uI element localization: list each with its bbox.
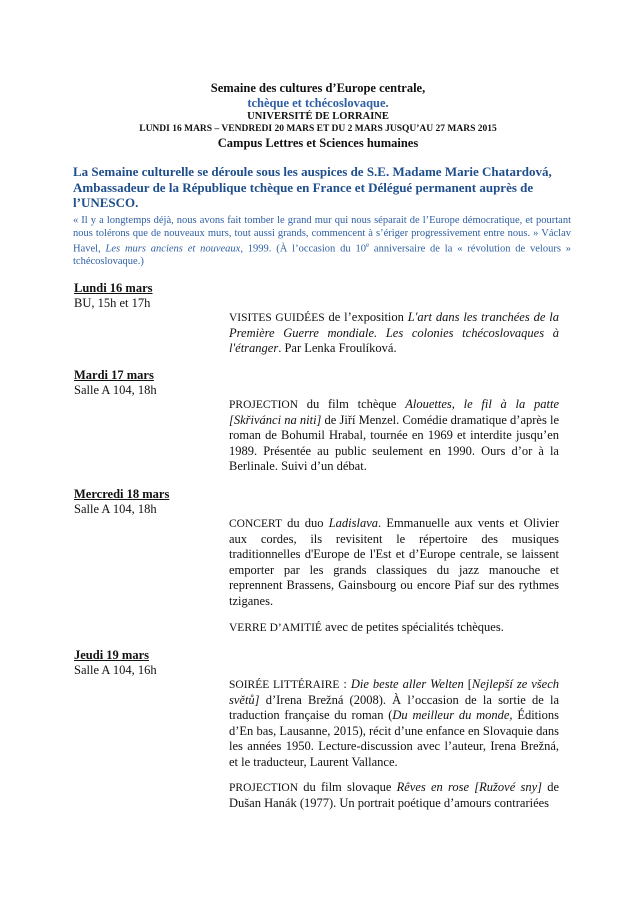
day-block-mardi: [74, 368, 157, 398]
quote-text: « Il y a longtemps déjà, nous avons fait tomber le grand mur qui nous séparait de l’Europe démocratique, et pourtant nous tolérons que de nouveaux murs, tout aussi grands, commencent à s’ériger progressivement entre nous. »: [73, 215, 571, 239]
day-name: Mardi 17 mars: [74, 368, 154, 382]
event-type: PROJECTION: [229, 399, 299, 411]
event-concert: [229, 516, 559, 609]
event-soiree: [229, 677, 559, 770]
event-title-italic: Ladislava: [328, 516, 379, 530]
day-place: Salle A 104, 16h: [74, 663, 157, 677]
event-text: [: [463, 677, 472, 691]
day-block-lundi: [74, 281, 153, 311]
event-text: d’Irena Brežná (2008). À l’occasion de la sortie de la traduction française du roman (: [229, 692, 559, 722]
event-text: du duo: [281, 516, 329, 530]
event-type: PROJECTION: [229, 782, 299, 794]
quote-work: Les murs anciens et nouveaux: [105, 243, 241, 255]
event-subtitle: tchèque et tchécoslovaque.: [247, 96, 389, 110]
event-title-italic: L'art dans les tranchées de la Première Guerre mondiale. Les colonies tchécoslovaques à l'étranger: [229, 310, 559, 355]
day-block-mercredi: [74, 487, 169, 517]
day-name: Jeudi 19 mars: [74, 648, 149, 662]
event-title-italic: Nejlepší ze všech světů]: [229, 677, 559, 707]
event-text: de l’exposition: [324, 310, 408, 324]
event-text: Éditions d’En bas, Lausanne, 2015), récit d’une enfance en Slovaquie dans les années 1950. Lecture-discussion avec l’auteur, Irena Brežná, et le traducteur, Laurent Vallance.: [229, 708, 559, 769]
patronage-statement: La Semaine culturelle se déroule sous les auspices de S.E. Madame Marie Chatardová, Ambassadeur de la République tchèque en France et Délégué permanent auprès de l’UNESCO.: [73, 164, 552, 211]
day-place: Salle A 104, 18h: [74, 383, 157, 397]
event-type: VISITES GUIDÉES: [229, 312, 325, 324]
event-text: avec de petites spécialités tchèques.: [321, 620, 504, 634]
event-text: du film tchèque: [298, 397, 406, 411]
event-title-italic: Rêves en rose [Ružové sny]: [396, 780, 542, 794]
event-projection: [229, 397, 559, 475]
event-text: de Dušan Hanák (1977). Un portrait poétique d’amours contrariées: [229, 780, 559, 810]
quote-tail: anniversaire de la « révolution de velours » tchécoslovaque.): [73, 243, 572, 267]
event-projection-2: [229, 780, 559, 811]
event-text: . Par Lenka Froulíková.: [278, 341, 397, 355]
event-text: de Jiří Menzel. Comédie dramatique d’après le roman de Bohumil Hrabal, tournée en 1969 et interdite jusqu’en 1989. Présentée au public seulement en 1990. Ours d’or à la Berlinale. Suivi d’un débat.: [229, 412, 559, 473]
event-title-italic: Du meilleur du monde,: [392, 708, 513, 722]
quote-sup: e: [365, 240, 370, 249]
day-place: BU, 15h et 17h: [74, 296, 151, 310]
event-title: Semaine des cultures d’Europe centrale,: [210, 81, 426, 95]
university-name: UNIVERSITÉ DE LORRAINE: [247, 111, 389, 122]
event-text: . Emmanuelle aux vents et Olivier aux cordes, ils revisitent le répertoire des musiques traditionnelles d'Europe de l'Est et d’Europe centrale, se laissent emporter par les grands classiques du jazz manouche et reprennent Brassens, Gainsbourg ou encore Piaf sur des rythmes tziganes.: [229, 516, 559, 608]
day-name: Lundi 16 mars: [74, 281, 153, 295]
event-title-italic: Die beste aller Welten: [350, 677, 464, 691]
quote-year: , 1999. (À l’occasion du 10: [240, 243, 366, 255]
havel-quote: [73, 215, 571, 269]
event-type: CONCERT: [229, 518, 282, 530]
event-text: du film slovaque: [298, 780, 397, 794]
event-title-italic: Alouettes, le fil à la patte [Skřivánci na niti]: [229, 397, 560, 427]
event-dates: LUNDI 16 MARS – VENDREDI 20 MARS ET DU 2 MARS JUSQU’AU 27 MARS 2015: [139, 123, 497, 134]
event-type: VERRE D’AMITIÉ: [229, 622, 322, 634]
quote-author: Václav Havel,: [73, 227, 571, 255]
day-name: Mercredi 18 mars: [74, 487, 170, 501]
event-verre: [229, 620, 559, 636]
day-place: Salle A 104, 18h: [74, 502, 157, 516]
event-visites: [229, 310, 559, 357]
event-type: SOIRÉE LITTÉRAIRE: [229, 679, 340, 691]
day-block-jeudi: [74, 648, 157, 678]
document-header: [0, 81, 636, 151]
event-text: :: [339, 677, 351, 691]
campus-name: Campus Lettres et Sciences humaines: [217, 135, 419, 150]
